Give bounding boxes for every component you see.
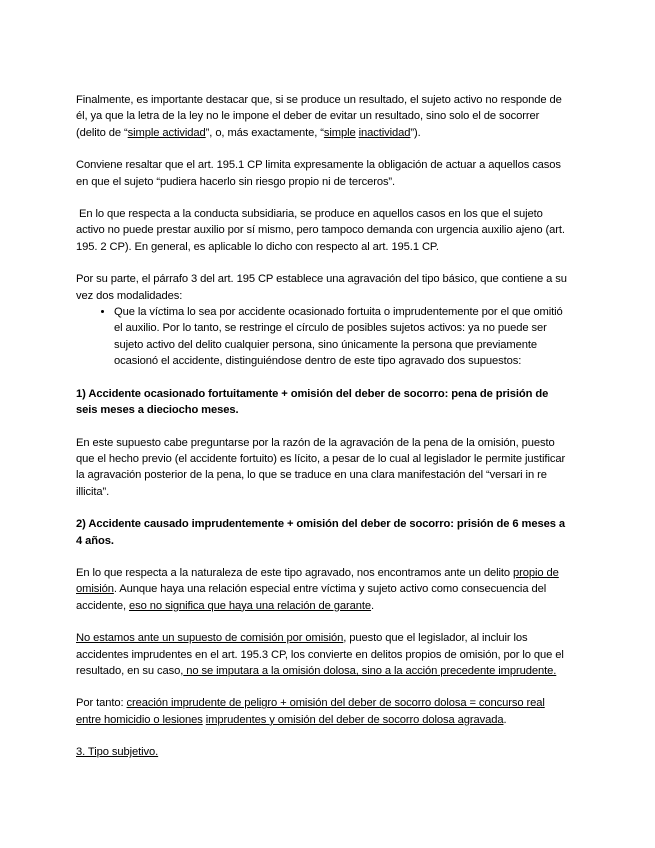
paragraph-comision-por-omision: No estamos ante un supuesto de comisión por omisión, puesto que el legislador, al incluir los accidentes imprudentes en el art. 195.3 CP, los convierte en delitos propios de omisión, por lo que el resultado, en su caso, no se imputara a la omisión dolosa, sino a la acción precedente imprudente. [76,632,564,677]
heading-accidente-fortuito: 1) Accidente ocasionado fortuitamente + omisión del deber de socorro: pena de prisión de seis meses a dieciocho meses. [76,387,549,417]
heading-tipo-subjetivo: 3. Tipo subjetivo. [76,746,159,759]
paragraph-naturaleza: En lo que respecta a la naturaleza de este tipo agravado, nos encontramos ante un delito propio de omisión. Aunque haya una relación especial entre víctima y sujeto activo como consecuencia del accidente, eso no significa que haya una relación de garante. [76,566,559,612]
document-page [76,92,570,761]
paragraph-finalmente: Finalmente, es importante destacar que, si se produce un resultado, el sujeto activo no responde de él, ya que la letra de la ley no le impone el deber de evitar un resultado, sino solo el de socorrer (delito de “simple actividad”, o, más exactamente, “simple inactividad”). [76,94,562,139]
paragraph-conviene: Conviene resaltar que el art. 195.1 CP limita expresamente la obligación de actuar a aquellos casos en que el sujeto “pudiera hacerlo sin riesgo propio ni de terceros”. [76,159,561,188]
paragraph-conducta-subsidiaria: En lo que respecta a la conducta subsidiaria, se produce en aquellos casos en los que el sujeto activo no puede prestar auxilio por sí mismo, pero tampoco demanda con urgencia auxilio ajeno (art. 195. 2 CP). En general, es aplicable lo dicho con respecto al art. 195.1 CP. [76,208,568,253]
paragraph-por-tanto: Por tanto: creación imprudente de peligro + omisión del deber de socorro dolosa = concurso real entre homicidio o lesiones imprudentes y omisión del deber de socorro dolosa agravada. [76,697,545,726]
bullet-list [76,304,570,370]
paragraph-agravacion: En este supuesto cabe preguntarse por la razón de la agravación de la pena de la omisión, puesto que el hecho previo (el accidente fortuito) es lícito, a pesar de lo cual al legislador le permite justificar la agravación posterior de la pena, lo que se traduce en una clara manifestación del “versari in re illicita”. [76,436,566,498]
list-item: • Que la víctima lo sea por accidente ocasionado fortuita o imprudentemente por el que omitió el auxilio. Por lo tanto, se restringe el círculo de posibles sujetos activos: ya no puede ser sujeto activo del delito cualquier persona, sino únicamente la persona que previamente ocasionó el accidente, distinguiéndose dentro de este tipo agravado dos supuestos: [114,304,570,370]
heading-accidente-imprudente: 2) Accidente causado imprudentemente + omisión del deber de socorro: prisión de 6 meses a 4 años. [76,518,565,547]
paragraph-parrafo-3: Por su parte, el párrafo 3 del art. 195 CP establece una agravación del tipo básico, que contiene a su vez dos modalidades: [76,273,567,302]
